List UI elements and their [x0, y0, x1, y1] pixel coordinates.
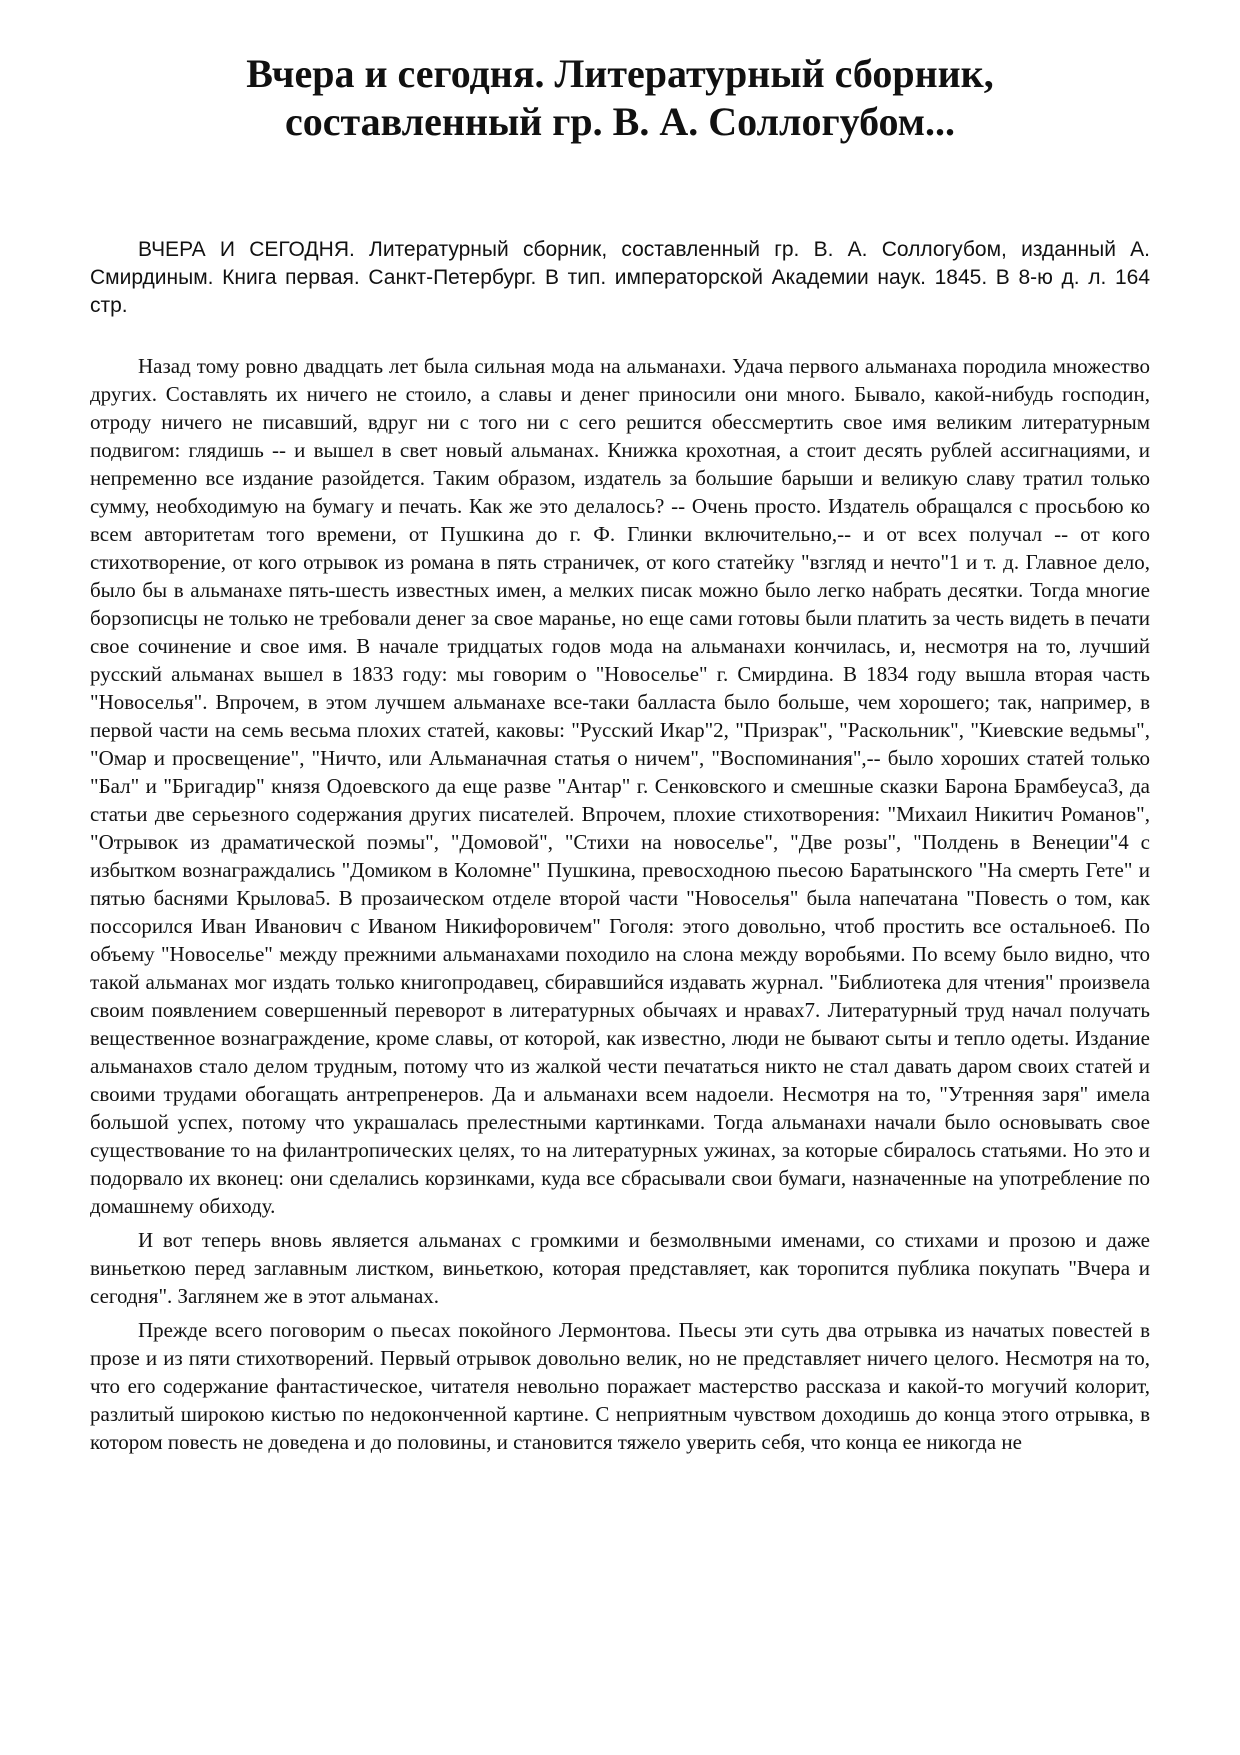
paragraph-1: Назад тому ровно двадцать лет была сильная мода на альманахи. Удача первого альманаха породила множество других. Составлять их ничего не стоило, а славы и денег приносили они много. Бывало, какой-нибудь господин, отроду ничего не писавший, вдруг ни с того ни с сего решится обессмертить свое имя великим литературным подвигом: глядишь -- и вышел в свет новый альманах. Книжка крохотная, а стоит десять рублей ассигнациями, и непременно все издание разойдется. Таким образом, издатель за большие барыши и великую славу тратил только сумму, необходимую на бумагу и печать. Как же это делалось? -- Очень просто. Издатель обращался с просьбою ко всем авторитетам того времени, от Пушкина до г. Ф. Глинки включительно,-- и от всех получал -- от кого стихотворение, от кого отрывок из романа в пять страничек, от кого статейку "взгляд и нечто"1 и т. д. Главное дело, было бы в альманахе пять-шесть известных имен, а мелких писак можно было легко набрать десятки. Тогда многие борзописцы не только не требовали денег за свое маранье, но еще сами готовы были платить за честь видеть в печати свое сочинение и свое имя. В начале тридцатых годов мода на альманахи кончилась, и, несмотря на то, лучший русский альманах вышел в 1833 году: мы говорим о "Новоселье" г. Смирдина. В 1834 году вышла вторая часть "Новоселья". Впрочем, в этом лучшем альманахе все-таки балласта было больше, чем хорошего; так, например, в первой части на семь весьма плохих статей, каковы: "Русский Икар"2, "Призрак", "Раскольник", "Киевские ведьмы", "Омар и просвещение", "Ничто, или Альманачная статья о ничем", "Воспоминания",-- было хороших статей только "Бал" и "Бригадир" князя Одоевского да еще разве "Антар" г. Сенковского и смешные сказки Барона Брамбеуса3, да статьи две серьезного содержания других писателей. Впрочем, плохие стихотворения: "Михаил Никитич Романов", "Отрывок из драматической поэмы", "Домовой", "Стихи на новоселье", "Две розы", "Полдень в Венеции"4 с избытком вознаграждались "Домиком в Коломне" Пушкина, превосходною пьесою Баратынского "На смерть Гете" и пятью баснями Крылова5. В прозаическом отделе второй части "Новоселья" была напечатана "Повесть о том, как поссорился Иван Иванович с Иваном Никифоровичем" Гоголя: этого довольно, чтоб простить все остальное6. По объему "Новоселье" между прежними альманахами походило на слона между воробьями. По всему было видно, что такой альманах мог издать только книгопродавец, сбиравшийся издавать журнал. "Библиотека для чтения" произвела своим появлением совершенный переворот в литературных обычаях и нравах7. Литературный труд начал получать вещественное вознаграждение, кроме славы, от которой, как известно, люди не бывают сыты и тепло одеты. Издание альманахов стало делом трудным, потому что из жалкой чести печататься никто не стал давать даром своих статей и своими трудами обогащать антрепренеров. Да и альманахи всем надоели. Несмотря на то, "Утренняя заря" имела большой успех, потому что украшалась прелестными картинками. Тогда альманахи начали было основывать свое существование то на филантропических целях, то на литературных ужинах, за которые сбиралось статьями. Но это и подорвало их вконец: они сделались корзинками, куда все сбрасывали свои бумаги, назначенные на употребление по домашнему обиходу. [90, 354, 1150, 1218]
paragraph-3: Прежде всего поговорим о пьесах покойного Лермонтова. Пьесы эти суть два отрывка из начатых повестей в прозе и из пяти стихотворений. Первый отрывок довольно велик, но не представляет ничего целого. Несмотря на то, что его содержание фантастическое, читателя невольно поражает мастерство рассказа и какой-то могучий колорит, разлитый широкою кистью по недоконченной картине. С неприятным чувством доходишь до конца этого отрывка, в котором повесть не доведена и до половины, и становится тяжело уверить себя, что конца ее никогда не [90, 1318, 1150, 1454]
title-line-1: Вчера и сегодня. Литературный сборник, [246, 51, 994, 96]
page-title [90, 50, 1150, 146]
paragraph-2: И вот теперь вновь является альманах с громкими и безмолвными именами, со стихами и прозою и даже виньеткою перед заглавным листком, виньеткою, которая представляет, как торопится публика покупать "Вчера и сегодня". Заглянем же в этот альманах. [90, 1228, 1150, 1308]
article-body [90, 352, 1150, 1462]
bibliographic-intro: ВЧЕРА И СЕГОДНЯ. Литературный сборник, составленный гр. В. А. Соллогубом, изданный А. Смирдиным. Книга первая. Санкт-Петербург. В тип. императорской Академии наук. 1845. В 8-ю д. л. 164 стр. [90, 238, 1150, 317]
document-page [90, 0, 1150, 1755]
title-line-2: составленный гр. В. А. Соллогубом... [284, 99, 956, 144]
